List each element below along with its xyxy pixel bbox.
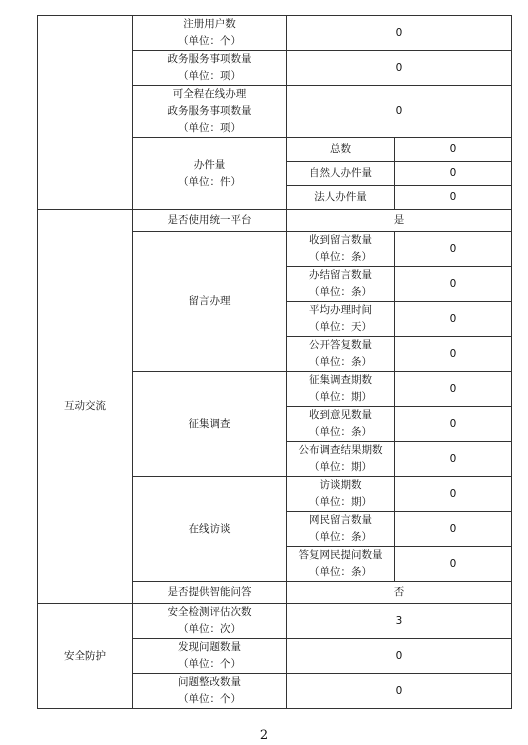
item-value: 0: [395, 337, 512, 372]
item-label: 访谈期数 （单位：期）: [287, 477, 395, 512]
page-number: 2: [259, 728, 269, 743]
row-label: 问题整改数量 （单位：个）: [133, 674, 287, 709]
item-value: 0: [395, 442, 512, 477]
item-label: 办结留言数量 （单位：条）: [287, 267, 395, 302]
table-row: [38, 604, 512, 639]
item-label: 网民留言数量 （单位：条）: [287, 512, 395, 547]
row-value: 0: [287, 86, 512, 138]
item-value: 0: [395, 547, 512, 582]
row-value: 0: [287, 639, 512, 674]
row-label: 安全检测评估次数 （单位：次）: [133, 604, 287, 639]
row-label: 政务服务事项数量 （单位：项）: [133, 51, 287, 86]
group-interview: 在线访谈: [133, 477, 287, 582]
row-label: 是否使用统一平台: [133, 210, 287, 232]
section-security: 安全防护: [38, 604, 133, 709]
sub-label: 法人办件量: [287, 186, 395, 210]
sub-value: 0: [395, 138, 512, 162]
item-value: 0: [395, 512, 512, 547]
top-section-cell: [38, 16, 133, 210]
item-value: 0: [395, 302, 512, 337]
item-label: 征集调查期数 （单位：期）: [287, 372, 395, 407]
item-value: 0: [395, 232, 512, 267]
row-label: 办件量 （单位：件）: [133, 138, 287, 210]
table-row: [38, 210, 512, 232]
row-value: 是: [287, 210, 512, 232]
row-value: 0: [287, 674, 512, 709]
row-value: 否: [287, 582, 512, 604]
item-label: 答复网民提问数量 （单位：条）: [287, 547, 395, 582]
row-value: 0: [287, 51, 512, 86]
item-label: 公布调查结果期数 （单位：期）: [287, 442, 395, 477]
sub-value: 0: [395, 162, 512, 186]
row-value: 3: [287, 604, 512, 639]
item-label: 平均办理时间 （单位：天）: [287, 302, 395, 337]
row-label: 是否提供智能问答: [133, 582, 287, 604]
sub-value: 0: [395, 186, 512, 210]
row-label: 发现问题数量 （单位：个）: [133, 639, 287, 674]
row-value: 0: [287, 16, 512, 51]
item-value: 0: [395, 372, 512, 407]
sub-label: 总数: [287, 138, 395, 162]
row-label: 可全程在线办理 政务服务事项数量 （单位：项）: [133, 86, 287, 138]
item-label: 公开答复数量 （单位：条）: [287, 337, 395, 372]
item-value: 0: [395, 477, 512, 512]
section-interaction: 互动交流: [38, 210, 133, 604]
table-row: [38, 16, 512, 51]
item-label: 收到意见数量 （单位：条）: [287, 407, 395, 442]
item-value: 0: [395, 267, 512, 302]
statistics-table: [37, 15, 512, 709]
row-label: 注册用户数 （单位：个）: [133, 16, 287, 51]
item-value: 0: [395, 407, 512, 442]
group-survey: 征集调查: [133, 372, 287, 477]
item-label: 收到留言数量 （单位：条）: [287, 232, 395, 267]
group-message: 留言办理: [133, 232, 287, 372]
sub-label: 自然人办件量: [287, 162, 395, 186]
